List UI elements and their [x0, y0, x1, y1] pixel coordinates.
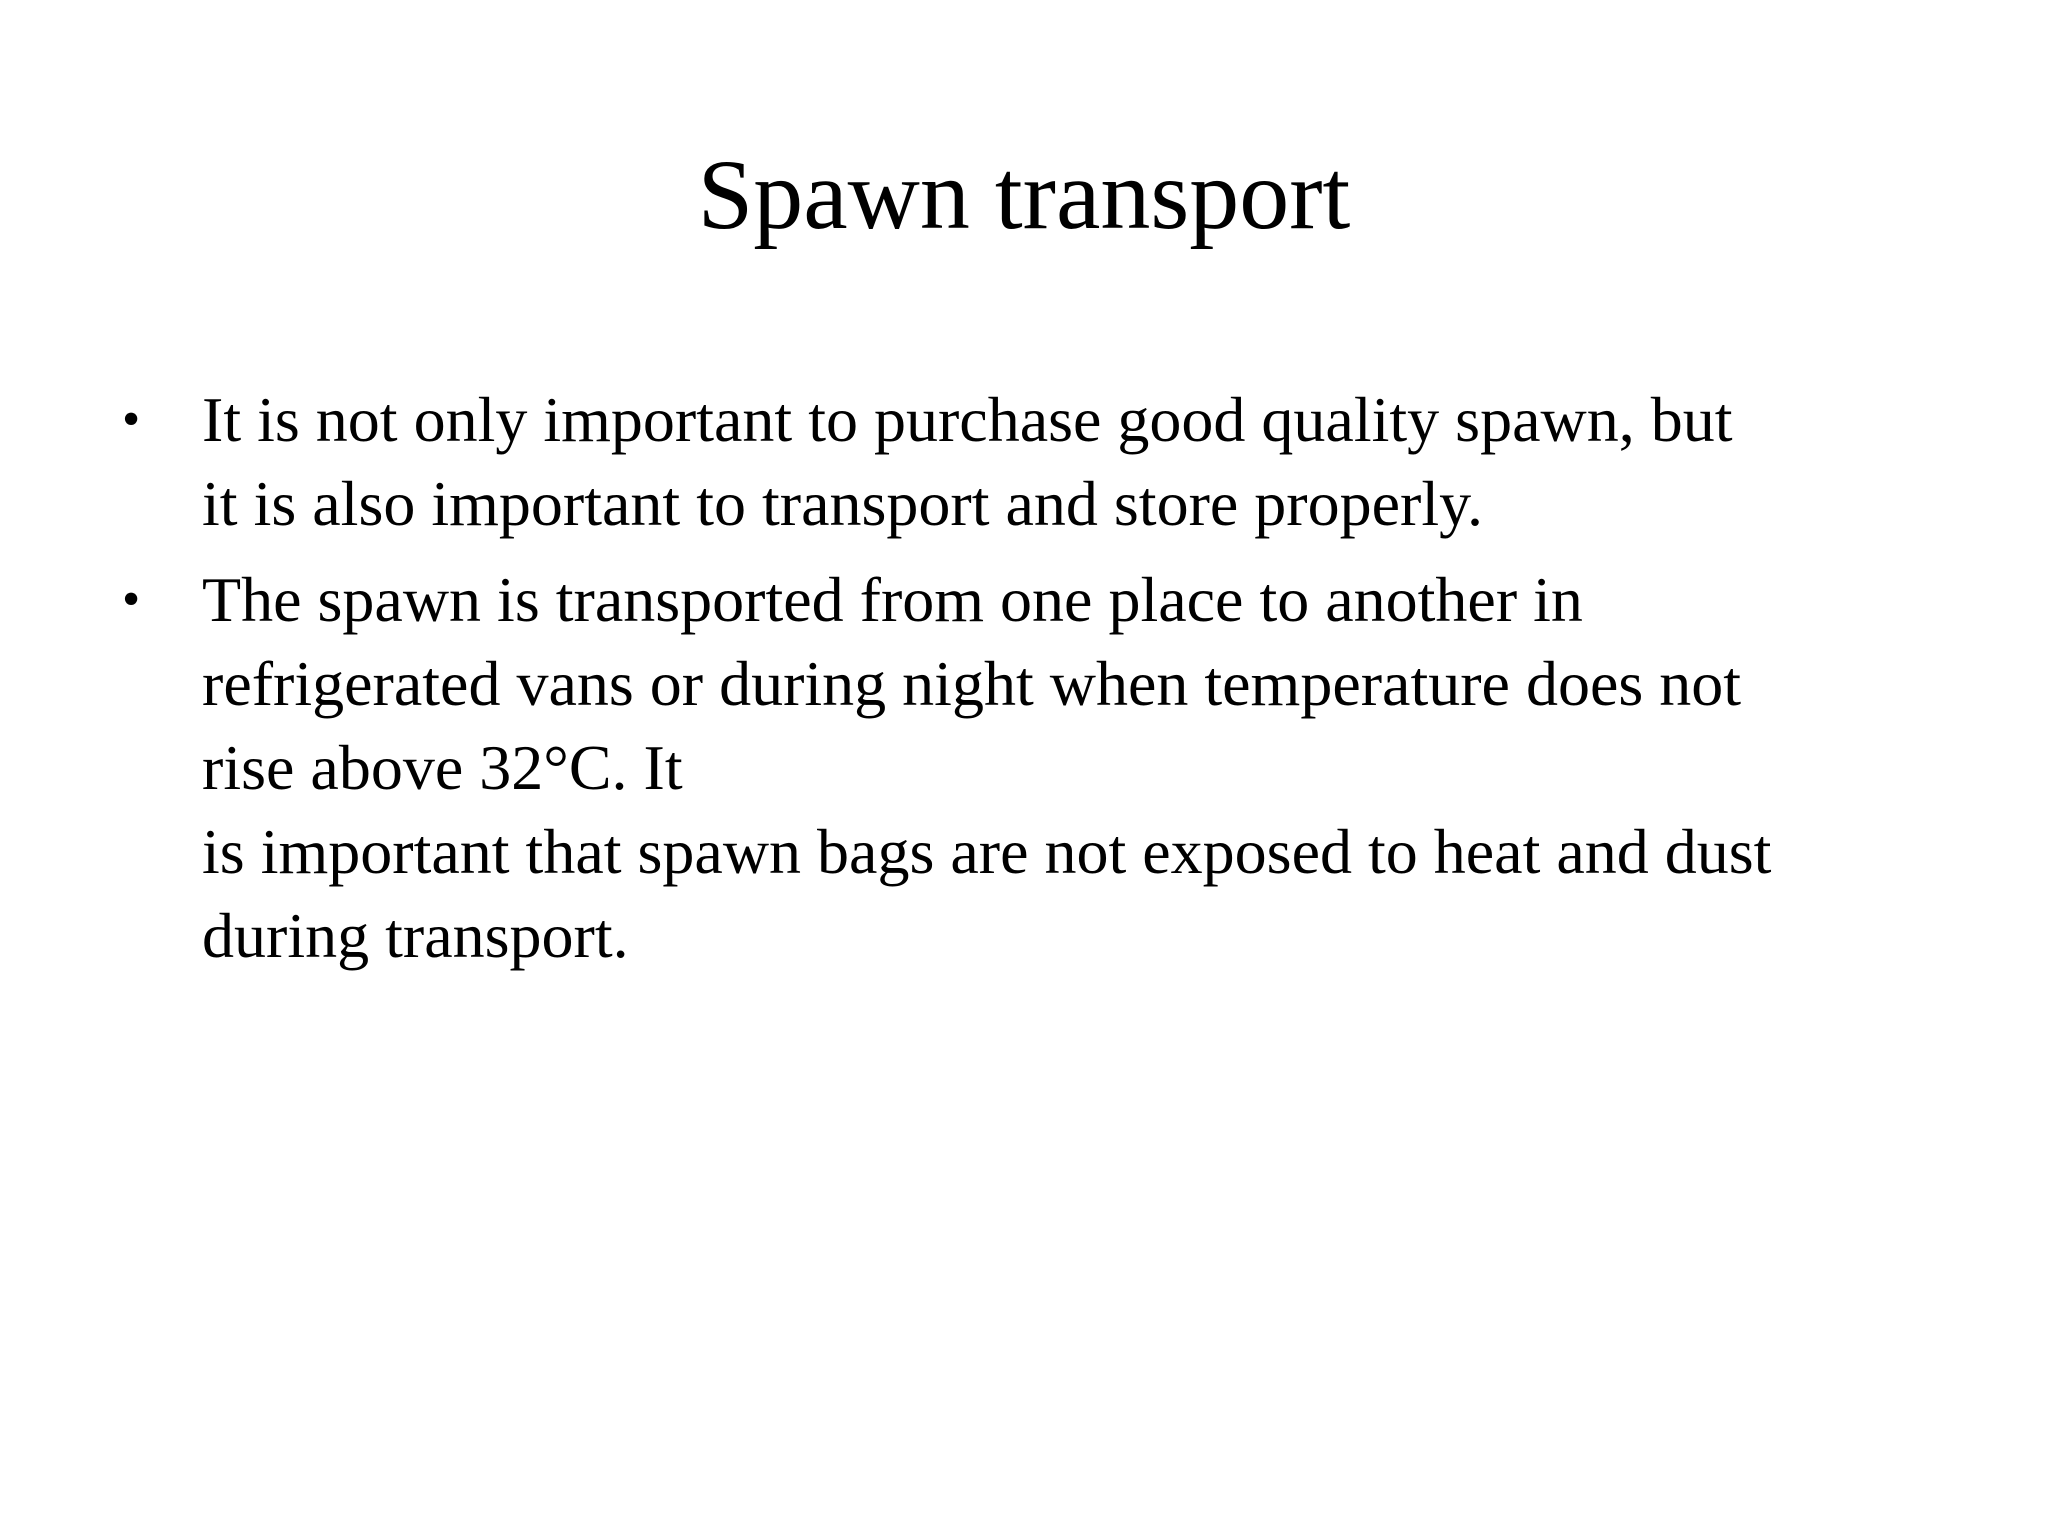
- bullet-text-line: is important that spawn bags are not exposed to heat and dust: [202, 816, 1772, 887]
- bullet-text-line: The spawn is transported from one place to another in: [202, 564, 1583, 635]
- bullet-marker: •: [122, 391, 141, 448]
- bullet-list: [120, 378, 1920, 990]
- bullet-item: [120, 558, 1920, 978]
- slide-title: Spawn transport: [697, 139, 1351, 250]
- bullet-text-line: during transport.: [202, 900, 629, 971]
- bullet-text-line: rise above 32°C. It: [202, 732, 683, 803]
- bullet-text-line: it is also important to transport and store properly.: [202, 468, 1483, 539]
- bullet-text-line: It is not only important to purchase good quality spawn, but: [202, 384, 1733, 455]
- bullet-text-line: refrigerated vans or during night when temperature does not: [202, 648, 1742, 719]
- bullet-item: [120, 378, 1920, 546]
- bullet-marker: •: [122, 571, 141, 628]
